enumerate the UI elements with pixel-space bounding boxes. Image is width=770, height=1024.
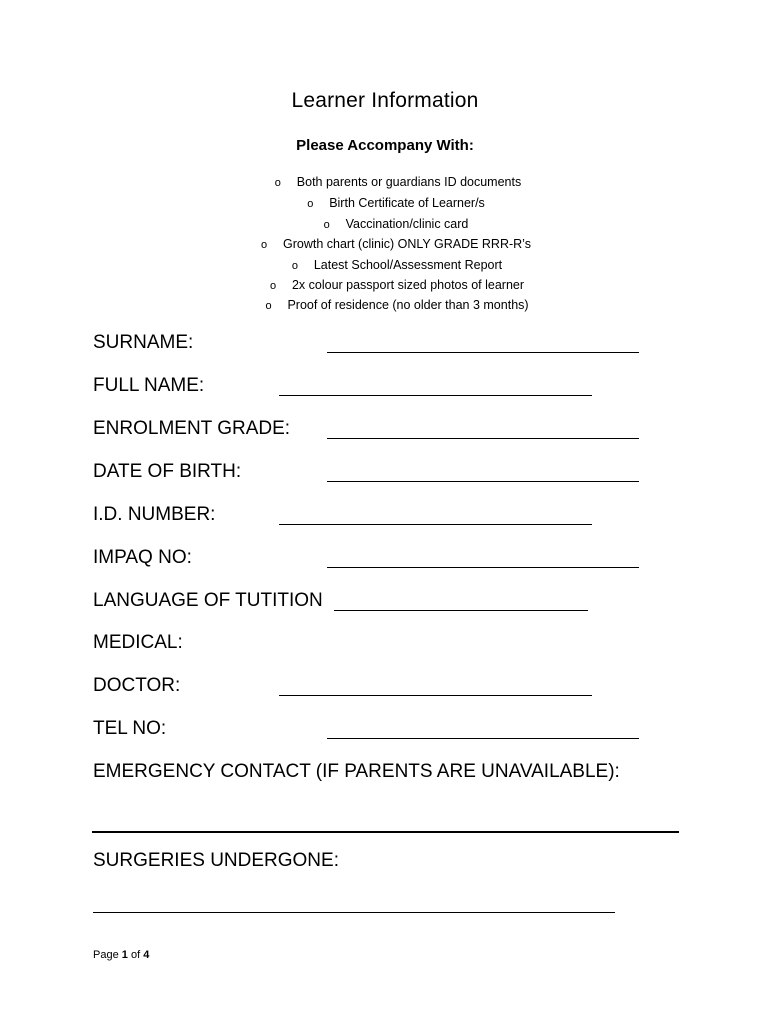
emergency-contact-blank[interactable] <box>92 831 679 833</box>
emergency-contact-label: EMERGENCY CONTACT (IF PARENTS ARE UNAVAILABLE): <box>93 761 620 782</box>
enrolment-grade-label: ENROLMENT GRADE: <box>93 418 291 439</box>
requirement-text: Latest School/Assessment Report <box>313 258 503 272</box>
bullet-icon: o <box>307 198 314 210</box>
surname-label: SURNAME: <box>93 332 194 353</box>
full-name-blank[interactable] <box>279 395 592 396</box>
tel-no-label: TEL NO: <box>93 718 167 739</box>
bullet-icon: o <box>261 239 268 251</box>
total-pages: 4 <box>143 949 150 961</box>
language-of-tutition-label: LANGUAGE OF TUTITION <box>93 590 323 611</box>
bullet-icon: o <box>265 300 272 312</box>
date-of-birth-label: DATE OF BIRTH: <box>93 461 242 482</box>
requirement-text: Both parents or guardians ID documents <box>296 175 522 189</box>
id-number-label: I.D. NUMBER: <box>93 504 216 525</box>
id-number-blank[interactable] <box>279 524 592 525</box>
requirement-text: Vaccination/clinic card <box>345 217 469 231</box>
page-word: Page <box>93 949 119 961</box>
bullet-icon: o <box>269 280 277 292</box>
language-of-tutition-blank[interactable] <box>334 610 588 611</box>
surgeries-undergone-label: SURGERIES UNDERGONE: <box>93 850 339 871</box>
date-of-birth-blank[interactable] <box>327 481 639 482</box>
list-item <box>261 236 531 253</box>
current-page: 1 <box>121 949 128 961</box>
page-number <box>93 949 149 961</box>
requirement-text: Birth Certificate of Learner/s <box>329 196 485 210</box>
tel-no-blank[interactable] <box>327 738 639 739</box>
doctor-blank[interactable] <box>279 695 592 696</box>
requirement-text: 2x colour passport sized photos of learner <box>291 278 525 292</box>
enrolment-grade-blank[interactable] <box>327 438 639 439</box>
full-name-label: FULL NAME: <box>93 375 205 396</box>
list-item <box>270 277 524 294</box>
list-item <box>324 216 469 233</box>
page-title: Learner Information <box>291 89 479 112</box>
bullet-icon: o <box>291 260 298 272</box>
doctor-label: DOCTOR: <box>93 675 181 696</box>
bullet-icon: o <box>274 177 281 189</box>
surname-blank[interactable] <box>327 352 639 353</box>
surgeries-undergone-blank[interactable] <box>93 912 615 913</box>
list-item <box>265 297 528 314</box>
bullet-icon: o <box>323 219 330 231</box>
list-item <box>292 257 502 274</box>
requirement-text: Growth chart (clinic) ONLY GRADE RRR-R’s <box>283 237 531 251</box>
impaq-no-label: IMPAQ NO: <box>93 547 192 568</box>
page-subtitle: Please Accompany With: <box>296 137 474 154</box>
impaq-no-blank[interactable] <box>327 567 639 568</box>
requirement-text: Proof of residence (no older than 3 months) <box>287 298 529 312</box>
medical-label: MEDICAL: <box>93 632 183 653</box>
list-item <box>275 174 521 191</box>
list-item <box>307 195 485 212</box>
of-word: of <box>130 949 141 961</box>
